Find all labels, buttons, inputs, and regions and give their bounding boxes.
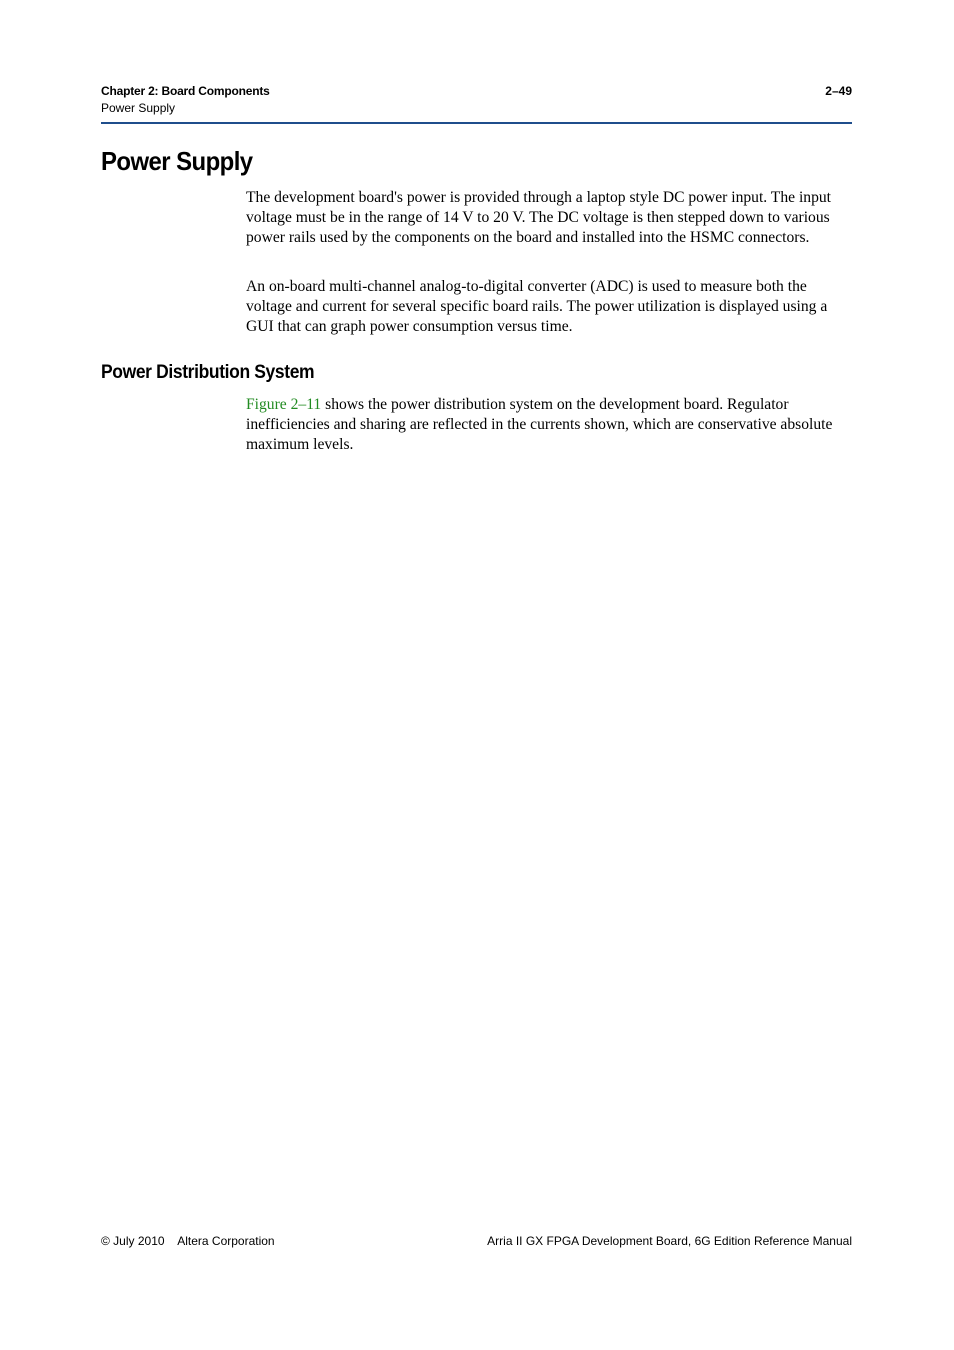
page-title: Power Supply: [101, 146, 253, 176]
page-header: [101, 84, 852, 124]
intro-paragraph-2: An on-board multi-channel analog-to-digital converter (ADC) is used to measure both the voltage and current for several specific board rails. The power utilization is displayed using a GUI that can graph power consumption versus time.: [246, 278, 828, 335]
footer-manual-title: Arria II GX FPGA Development Board, 6G Edition Reference Manual: [487, 1234, 852, 1248]
header-page-number: 2–49: [825, 84, 852, 98]
header-chapter: Chapter 2: Board Components: [101, 84, 270, 98]
header-section: Power Supply: [101, 101, 176, 115]
subsection-paragraph: [246, 395, 856, 455]
intro-paragraph-1: The development board's power is provided through a laptop style DC power input. The input voltage must be in the range of 14 V to 20 V. The DC voltage is then stepped down to various power rails used by the components on the board and installed into the HSMC connectors.: [246, 189, 832, 246]
subsection-body-text: shows the power distribution system on the development board. Regulator inefficiencies and sharing are reflected in the currents shown, which are conservative absolute maximum levels.: [246, 396, 833, 453]
subsection-title: Power Distribution System: [101, 362, 315, 383]
figure-link[interactable]: Figure 2–11: [246, 396, 322, 413]
footer-copyright: © July 2010 Altera Corporation: [101, 1234, 275, 1248]
